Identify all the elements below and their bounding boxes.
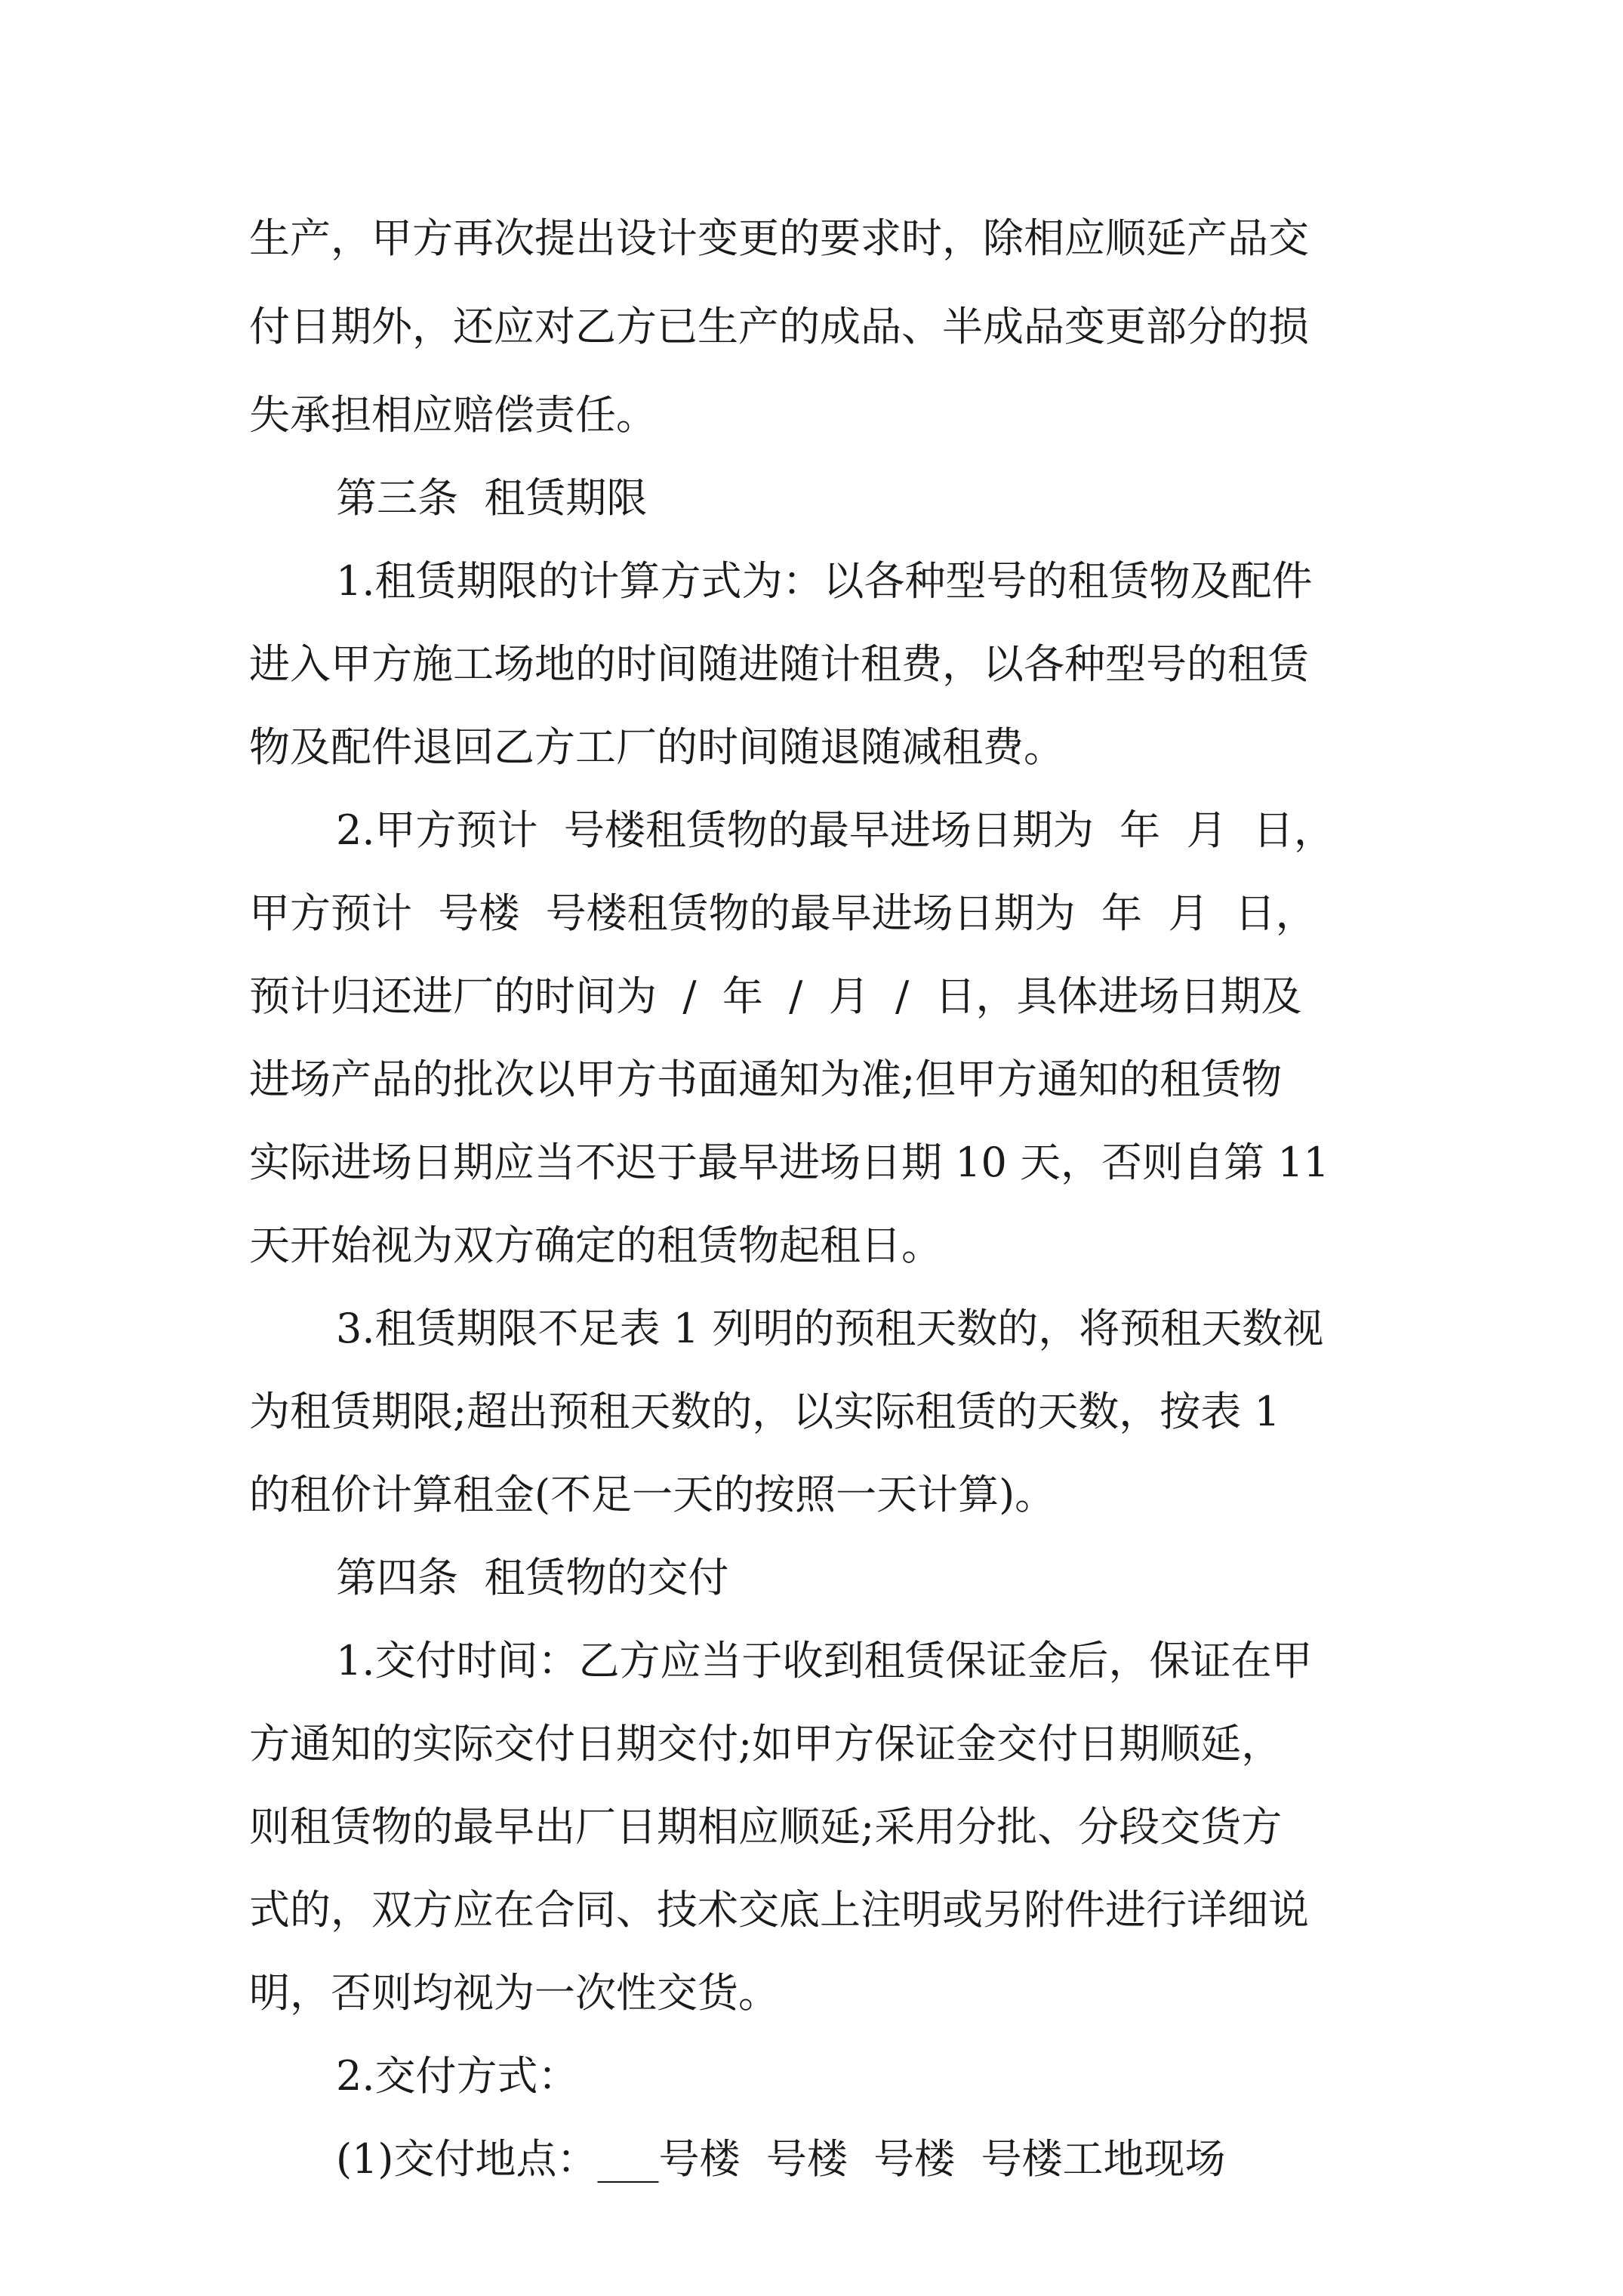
text-line: 1.租赁期限的计算方式为：以各种型号的租赁物及配件 xyxy=(336,557,1313,605)
text-line: 1.交付时间：乙方应当于收到租赁保证金后，保证在甲 xyxy=(336,1637,1313,1684)
text-line: 预计归还进厂的时间为 / 年 / 月 / 日，具体进场日期及 xyxy=(249,972,1302,1020)
text-line: 付日期外，还应对乙方已生产的成品、半成品变更部分的损 xyxy=(249,303,1309,350)
text-line: 3.租赁期限不足表 1 列明的预租天数的，将预租天数视 xyxy=(336,1305,1324,1352)
text-line: 生产，甲方再次提出设计变更的要求时，除相应顺延产品交 xyxy=(249,214,1309,262)
text-line: 2.甲方预计 号楼租赁物的最早进场日期为 年 月 日， xyxy=(336,806,1335,854)
text-line: 进入甲方施工场地的时间随进随计租费，以各种型号的租赁 xyxy=(249,640,1309,688)
text-line: 甲方预计 号楼 号楼租赁物的最早进场日期为 年 月 日， xyxy=(249,889,1317,937)
text-line: 2.交付方式： xyxy=(336,2052,579,2100)
text-line: 方通知的实际交付日期交付;如甲方保证金交付日期顺延， xyxy=(249,1720,1283,1767)
section-heading: 第三条 租赁期限 xyxy=(336,474,648,522)
text-line: 失承担相应赔偿责任。 xyxy=(249,391,657,439)
text-line: (1)交付地点：___号楼 号楼 号楼 号楼工地现场 xyxy=(336,2135,1226,2183)
text-line: 为租赁期限;超出预租天数的，以实际租赁的天数，按表 1 xyxy=(249,1388,1280,1435)
text-line: 的租价计算租金(不足一天的按照一天计算)。 xyxy=(249,1471,1056,1518)
text-line: 进场产品的批次以甲方书面通知为准;但甲方通知的租赁物 xyxy=(249,1056,1283,1103)
text-line: 式的，双方应在合同、技术交底上注明或另附件进行详细说 xyxy=(249,1886,1309,1934)
text-line: 实际进场日期应当不迟于最早进场日期 10 天，否则自第 11 xyxy=(249,1139,1329,1186)
section-heading: 第四条 租赁物的交付 xyxy=(336,1554,729,1601)
text-line: 明，否则均视为一次性交货。 xyxy=(249,1969,779,2017)
text-line: 物及配件退回乙方工厂的时间随退随减租费。 xyxy=(249,723,1064,771)
text-line: 天开始视为双方确定的租赁物起租日。 xyxy=(249,1222,942,1269)
text-line: 则租赁物的最早出厂日期相应顺延;采用分批、分段交货方 xyxy=(249,1803,1283,1851)
